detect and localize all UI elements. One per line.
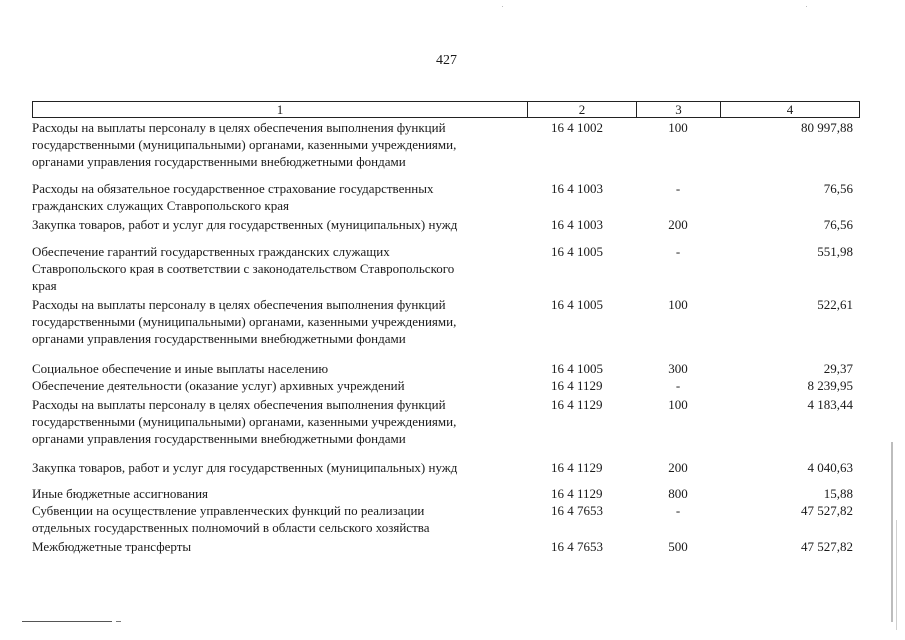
row-expense-type: 100 — [668, 297, 688, 312]
header-col-4: 4 — [786, 102, 794, 117]
row-code: 16 4 1005 — [551, 297, 603, 312]
scan-artifact — [891, 442, 893, 622]
row-amount: 47 527,82 — [801, 539, 853, 554]
row-expense-type: - — [675, 244, 681, 259]
row-expense-type: 100 — [668, 397, 688, 412]
description-line: Межбюджетные трансферты — [32, 539, 192, 554]
row-code: 16 4 7653 — [551, 539, 603, 554]
row-expense-type: 500 — [668, 539, 688, 554]
row-amount: 15,88 — [823, 486, 853, 501]
page-number: 427 — [436, 53, 457, 68]
row-amount: 80 997,88 — [801, 120, 853, 135]
description-line: Ставропольского края в соответствии с законодательством Ставропольского — [32, 261, 455, 276]
row-expense-type: - — [675, 181, 681, 196]
row-description — [32, 377, 532, 394]
row-code: 16 4 1129 — [551, 397, 603, 412]
description-line: Расходы на выплаты персоналу в целях обеспечения выполнения функций — [32, 397, 446, 412]
row-description — [32, 396, 532, 447]
description-line: Закупка товаров, работ и услуг для государственных (муниципальных) нужд — [32, 460, 458, 475]
row-description — [32, 502, 532, 536]
description-line: Социальное обеспечение и иные выплаты населению — [32, 361, 329, 376]
row-description — [32, 538, 532, 555]
description-line: Иные бюджетные ассигнования — [32, 486, 209, 501]
description-line: органами управления государственными внебюджетными фондами — [32, 431, 406, 446]
row-code: 16 4 1003 — [551, 181, 603, 196]
row-description — [32, 180, 532, 214]
row-amount: 551,98 — [817, 244, 853, 259]
row-description — [32, 243, 532, 294]
row-amount: 29,37 — [823, 361, 853, 376]
row-description — [32, 216, 532, 233]
row-expense-type: 800 — [668, 486, 688, 501]
scan-artifact — [896, 520, 897, 630]
row-code: 16 4 1005 — [551, 361, 603, 376]
row-expense-type: 300 — [668, 361, 688, 376]
description-line: Закупка товаров, работ и услуг для государственных (муниципальных) нужд — [32, 217, 458, 232]
row-amount: 522,61 — [817, 297, 853, 312]
row-code: 16 4 1005 — [551, 244, 603, 259]
row-code: 16 4 1129 — [551, 378, 603, 393]
description-line: Расходы на обязательное государственное страхование государственных — [32, 181, 434, 196]
description-line: органами управления государственными внебюджетными фондами — [32, 331, 406, 346]
footnote-rule — [116, 621, 121, 622]
header-col-1: 1 — [276, 102, 284, 117]
row-code: 16 4 1003 — [551, 217, 603, 232]
description-line: государственными (муниципальными) органами, казенными учреждениями, — [32, 314, 457, 329]
row-amount: 4 183,44 — [807, 397, 853, 412]
description-line: Расходы на выплаты персоналу в целях обеспечения выполнения функций — [32, 297, 446, 312]
description-line: государственными (муниципальными) органами, казенными учреждениями, — [32, 137, 457, 152]
row-amount: 76,56 — [823, 217, 853, 232]
row-expense-type: - — [675, 378, 681, 393]
header-col-2: 2 — [578, 102, 586, 117]
row-code: 16 4 7653 — [551, 503, 603, 518]
row-expense-type: - — [675, 503, 681, 518]
row-description — [32, 119, 532, 170]
description-line: гражданских служащих Ставропольского края — [32, 198, 289, 213]
row-description — [32, 360, 532, 377]
row-amount: 47 527,82 — [801, 503, 853, 518]
table-header — [32, 101, 860, 118]
row-description — [32, 459, 532, 476]
description-line: Обеспечение деятельности (оказание услуг) архивных учреждений — [32, 378, 405, 393]
footnote-rule — [22, 621, 112, 622]
row-code: 16 4 1129 — [551, 486, 603, 501]
row-description — [32, 485, 532, 502]
description-line: Субвенции на осуществление управленческих функций по реализации — [32, 503, 425, 518]
row-amount: 76,56 — [823, 181, 853, 196]
row-code: 16 4 1129 — [551, 460, 603, 475]
row-amount: 4 040,63 — [807, 460, 853, 475]
row-expense-type: 100 — [668, 120, 688, 135]
description-line: органами управления государственными внебюджетными фондами — [32, 154, 406, 169]
description-line: края — [32, 278, 57, 293]
row-expense-type: 200 — [668, 460, 688, 475]
description-line: Расходы на выплаты персоналу в целях обеспечения выполнения функций — [32, 120, 446, 135]
row-description — [32, 296, 532, 347]
description-line: Обеспечение гарантий государственных гражданских служащих — [32, 244, 390, 259]
header-col-3: 3 — [675, 102, 682, 117]
row-amount: 8 239,95 — [807, 378, 853, 393]
description-line: государственными (муниципальными) органами, казенными учреждениями, — [32, 414, 457, 429]
description-line: отдельных государственных полномочий в области сельского хозяйства — [32, 520, 430, 535]
row-code: 16 4 1002 — [551, 120, 603, 135]
row-expense-type: 200 — [668, 217, 688, 232]
